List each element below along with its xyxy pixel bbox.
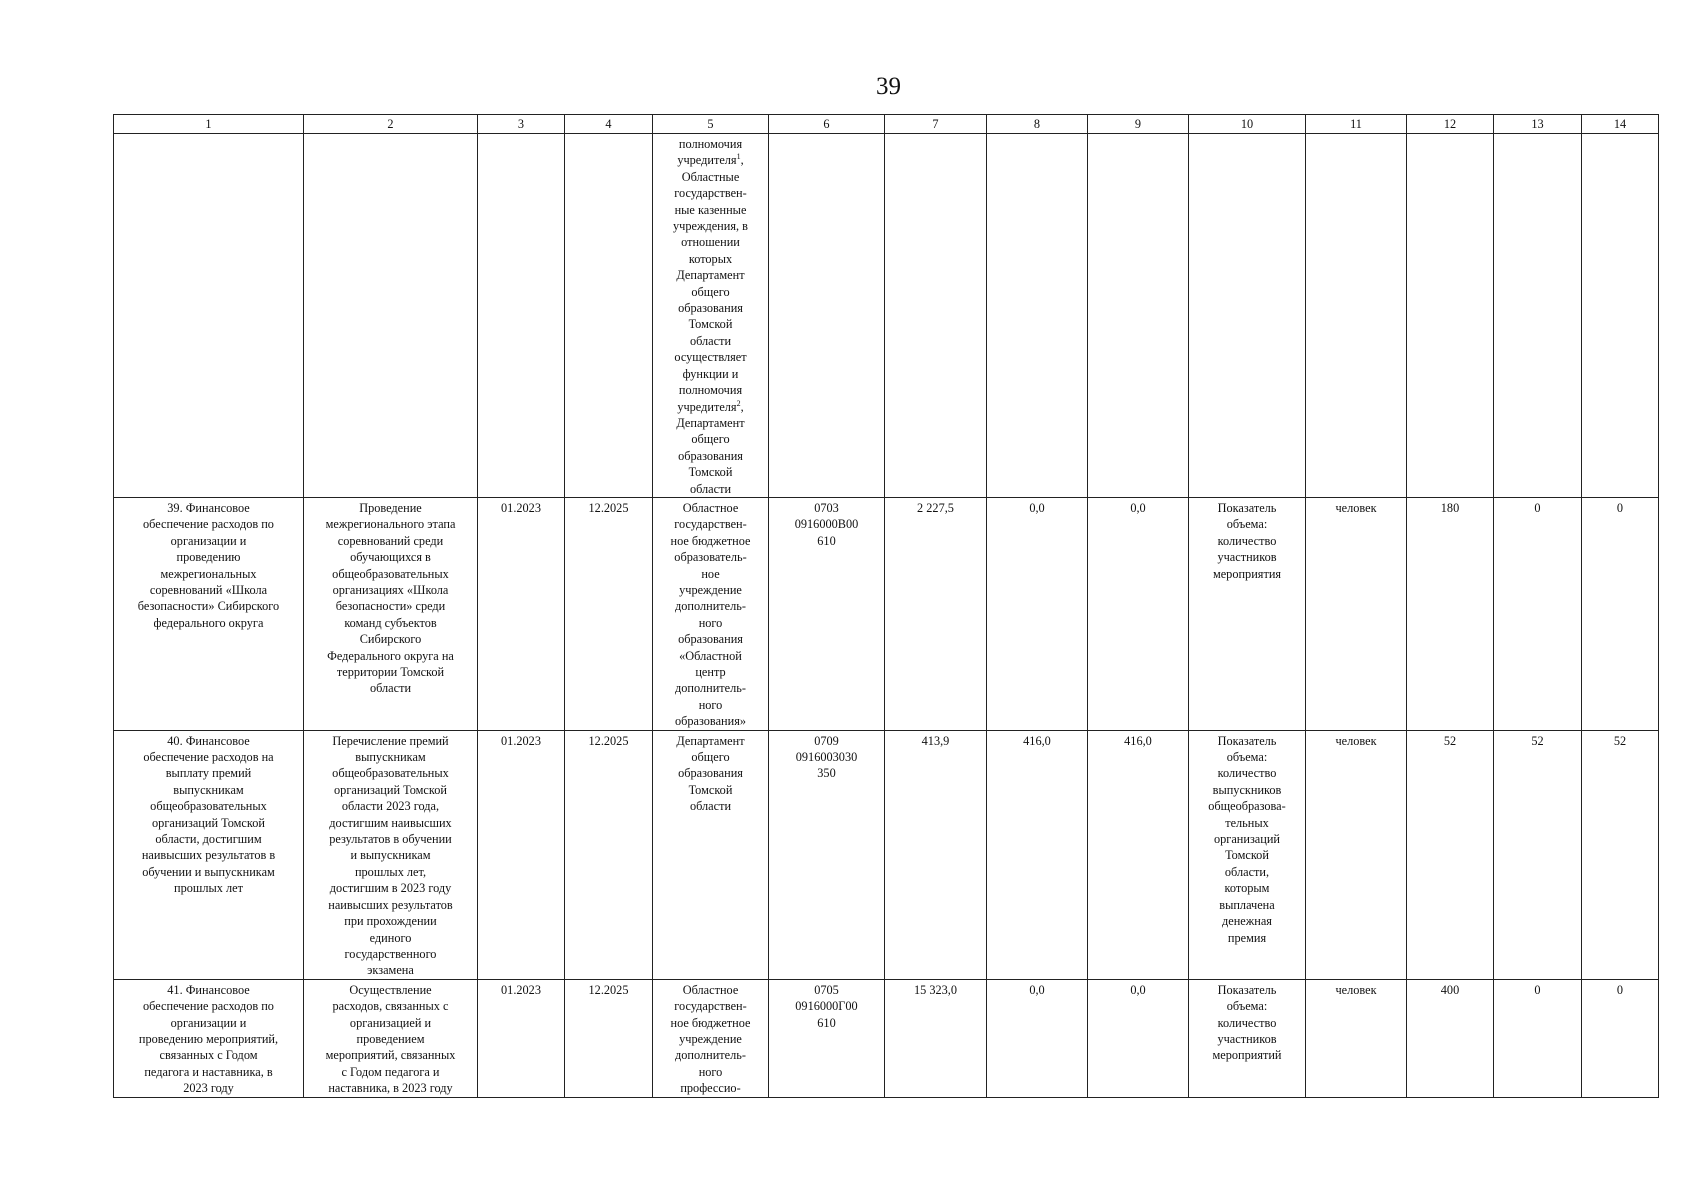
cell-line: общеобразовательных xyxy=(332,566,449,581)
cell-line: экзамена xyxy=(367,963,414,978)
cell-line: которым xyxy=(1224,881,1270,896)
indicator-cell xyxy=(1189,730,1306,979)
cell-line: межрегиональных xyxy=(160,566,257,581)
cell-line: профессио- xyxy=(680,1081,741,1096)
cell-line: Департамент xyxy=(676,733,745,748)
cell-line: премия xyxy=(1227,930,1267,945)
cell-line: Федерального округа на xyxy=(327,648,454,663)
cell-line: выплату премий xyxy=(165,766,252,781)
amount-cell: 0,0 xyxy=(1088,979,1189,1097)
value-cell: 52 xyxy=(1494,730,1582,979)
cell-line: Показатель xyxy=(1217,982,1277,997)
cell-line: связанных с Годом xyxy=(159,1048,258,1063)
measure-name-cell xyxy=(114,497,304,730)
cell-line: Областное xyxy=(682,982,739,997)
amount-cell: 416,0 xyxy=(1088,730,1189,979)
cell-line: области, xyxy=(1224,864,1270,879)
value-cell: 0 xyxy=(1582,979,1659,1097)
end-date-cell: 12.2025 xyxy=(565,497,653,730)
cell-line: количество xyxy=(1217,766,1277,781)
cell-line: проведению мероприятий, xyxy=(138,1031,279,1046)
cell-line: при прохождении xyxy=(344,914,437,929)
amount-cell: 0,0 xyxy=(987,497,1088,730)
cell-line: Сибирского xyxy=(359,632,422,647)
column-header: 10 xyxy=(1189,115,1306,134)
cell-line: образователь- xyxy=(674,550,747,565)
cell-line: обеспечение расходов по xyxy=(143,517,274,532)
cell-line: расходов, связанных с xyxy=(332,999,449,1014)
cell-line: территории Томской xyxy=(336,665,445,679)
budget-code-cell xyxy=(769,730,885,979)
amount-cell: 413,9 xyxy=(885,730,987,979)
executor-cell xyxy=(653,730,769,979)
cell-line: тельных xyxy=(1225,815,1269,830)
column-header: 5 xyxy=(653,115,769,134)
amount-cell: 2 227,5 xyxy=(885,497,987,730)
cell-line: соревнований «Школа xyxy=(149,582,268,597)
cell-line: Показатель xyxy=(1217,500,1277,515)
column-header: 9 xyxy=(1088,115,1189,134)
cell-line: организаций Томской xyxy=(334,782,447,797)
cell-line: области 2023 года, xyxy=(341,799,440,814)
unit-cell: человек xyxy=(1306,730,1407,979)
cell-line: ного xyxy=(698,697,723,712)
cell-line: проведению xyxy=(176,550,241,565)
cell-line: прошлых лет xyxy=(174,881,243,896)
cell-line: образования xyxy=(678,766,743,781)
end-date-cell: 12.2025 xyxy=(565,979,653,1097)
cell-line: объема: xyxy=(1226,750,1268,765)
indicator-cell xyxy=(1189,979,1306,1097)
column-header: 7 xyxy=(885,115,987,134)
cell-line: участников xyxy=(1217,1031,1277,1046)
cell-line: ное бюджетное xyxy=(670,533,751,548)
program-table xyxy=(113,114,1659,1098)
cell-line: дополнитель- xyxy=(675,1048,746,1063)
cell-line: результатов в обучении xyxy=(329,832,452,847)
cell-line: выплачена xyxy=(1219,897,1275,912)
cell-line: области, достигшим xyxy=(155,832,262,847)
cell-line: педагога и наставника, в xyxy=(144,1064,273,1079)
cell-line: единого xyxy=(369,930,412,945)
cell-line: соревнований среди xyxy=(337,533,444,548)
cell-line: ного xyxy=(698,615,723,630)
column-header: 13 xyxy=(1494,115,1582,134)
cell-line: наивысших результатов xyxy=(328,897,453,912)
cell-line: учреждение xyxy=(679,582,742,597)
cell-line: организаций Томской xyxy=(152,815,265,830)
cell-line: Томской xyxy=(688,782,733,797)
cell-line: мероприятий, связанных xyxy=(325,1048,456,1063)
measure-content-cell xyxy=(304,979,478,1097)
cell-line: 0916003030 xyxy=(795,750,858,765)
cell-line: общеобразовательных xyxy=(332,766,449,781)
cell-line: обучении и выпускникам xyxy=(142,864,275,879)
cell-line: ное бюджетное xyxy=(670,1015,751,1030)
cell-line: организации и xyxy=(170,1015,247,1030)
executor-cell xyxy=(653,497,769,730)
cell-line: центр xyxy=(695,665,726,679)
cell-line: межрегионального этапа xyxy=(325,517,456,532)
cell-line: общего xyxy=(691,750,730,765)
value-cell: 52 xyxy=(1582,730,1659,979)
cell-line: образования» xyxy=(674,714,746,729)
column-header: 14 xyxy=(1582,115,1659,134)
cell-line: 0705 xyxy=(814,982,839,997)
cell-line: безопасности» Сибирского xyxy=(137,599,280,614)
start-date-cell: 01.2023 xyxy=(478,497,565,730)
cell-line: организации и xyxy=(170,533,247,548)
cell-line: команд субъектов xyxy=(344,615,437,630)
cell-line: 350 xyxy=(817,766,836,781)
cell-line: 0709 xyxy=(814,733,839,748)
value-cell: 400 xyxy=(1407,979,1494,1097)
cell-line: с Годом педагога и xyxy=(341,1064,440,1079)
start-date-cell: 01.2023 xyxy=(478,979,565,1097)
cell-line: федерального округа xyxy=(153,615,264,630)
cell-line: 610 xyxy=(817,533,836,548)
budget-code-cell xyxy=(769,497,885,730)
executor-cell: полномочия учредителя$^1$, Областные государствен- ные казенные учреждения, в отношении которых Департамент общего образования Томской области осуществляет функции и полномочия учредителя$^2$, Департамент общего образования Томской области xyxy=(653,134,769,498)
cell-line: объема: xyxy=(1226,999,1268,1014)
cell-line: образования xyxy=(678,632,743,647)
cell-line: государствен- xyxy=(674,999,747,1014)
column-header: 4 xyxy=(565,115,653,134)
cell-line: объема: xyxy=(1226,517,1268,532)
column-number-row xyxy=(114,115,1659,134)
value-cell: 52 xyxy=(1407,730,1494,979)
column-header: 8 xyxy=(987,115,1088,134)
start-date-cell: 01.2023 xyxy=(478,730,565,979)
cell-line: обеспечение расходов по xyxy=(143,999,274,1014)
cell-line: общеобразовательных xyxy=(150,799,267,814)
cell-line: участников xyxy=(1217,550,1277,565)
value-cell: 0 xyxy=(1494,497,1582,730)
cell-line: 41. Финансовое xyxy=(167,982,250,997)
cell-line: выпускников xyxy=(1212,782,1282,797)
cell-line: количество xyxy=(1217,1015,1277,1030)
cell-line: 0916000Г00 xyxy=(795,999,858,1014)
cell-line: организаций xyxy=(1213,832,1281,847)
cell-line: общеобразова- xyxy=(1208,799,1286,814)
table-row xyxy=(114,730,1659,979)
cell-line: государственного xyxy=(344,946,437,961)
cell-line: достигшим наивысших xyxy=(329,815,452,830)
column-header: 1 xyxy=(114,115,304,134)
cell-line: достигшим в 2023 году xyxy=(329,881,452,896)
cell-line: выпускникам xyxy=(355,750,426,765)
cell-line: денежная xyxy=(1222,914,1272,929)
measure-content-cell xyxy=(304,730,478,979)
amount-cell: 0,0 xyxy=(1088,497,1189,730)
column-header: 12 xyxy=(1407,115,1494,134)
cell-line: обеспечение расходов на xyxy=(143,750,274,765)
cell-line: 40. Финансовое xyxy=(167,733,250,748)
column-header: 2 xyxy=(304,115,478,134)
cell-line: ное xyxy=(701,566,720,581)
column-header: 11 xyxy=(1306,115,1407,134)
cell-line: выпускникам xyxy=(173,782,244,797)
budget-code-cell xyxy=(769,979,885,1097)
cell-line: государствен- xyxy=(674,517,747,532)
cell-line: мероприятия xyxy=(1212,566,1282,581)
value-cell: 0 xyxy=(1582,497,1659,730)
cell-line: Томской xyxy=(1225,848,1269,863)
table-row xyxy=(114,979,1659,1097)
cell-line: Проведение xyxy=(359,500,422,515)
measure-content-cell xyxy=(304,497,478,730)
amount-cell: 416,0 xyxy=(987,730,1088,979)
amount-cell: 15 323,0 xyxy=(885,979,987,1097)
cell-line: Областное xyxy=(682,500,739,515)
cell-line: «Областной xyxy=(679,648,742,663)
cell-line: 39. Финансовое xyxy=(167,500,250,515)
cell-line: организацией и xyxy=(349,1015,432,1030)
cell-line: ного xyxy=(698,1064,723,1079)
executor-cell xyxy=(653,979,769,1097)
cell-line: наставника, в 2023 году xyxy=(328,1081,453,1096)
column-header: 6 xyxy=(769,115,885,134)
cell-line: количество xyxy=(1217,533,1277,548)
end-date-cell: 12.2025 xyxy=(565,730,653,979)
cell-line: проведением xyxy=(356,1031,425,1046)
unit-cell: человек xyxy=(1306,979,1407,1097)
amount-cell: 0,0 xyxy=(987,979,1088,1097)
cell-line: дополнитель- xyxy=(675,681,746,696)
measure-name-cell xyxy=(114,730,304,979)
measure-name-cell xyxy=(114,979,304,1097)
cell-line: учреждение xyxy=(679,1031,742,1046)
cell-line: 0916000В00 xyxy=(794,517,859,532)
table-row xyxy=(114,497,1659,730)
cell-line: безопасности» среди xyxy=(335,599,446,614)
cell-line: области xyxy=(689,799,732,814)
cell-line: обучающихся в xyxy=(350,550,431,565)
table-row-continuation xyxy=(114,134,1659,498)
cell-line: Показатель xyxy=(1217,733,1277,748)
page-number: 39 xyxy=(876,73,901,100)
cell-line: 2023 году xyxy=(183,1081,234,1096)
cell-line: 610 xyxy=(817,1015,836,1030)
value-cell: 0 xyxy=(1494,979,1582,1097)
cell-line: и выпускникам xyxy=(350,848,431,863)
indicator-cell xyxy=(1189,497,1306,730)
value-cell: 180 xyxy=(1407,497,1494,730)
cell-line: дополнитель- xyxy=(675,599,746,614)
cell-line: прошлых лет, xyxy=(354,864,427,879)
cell-line: 0703 xyxy=(814,500,839,515)
cell-line: организациях «Школа xyxy=(332,582,449,597)
cell-line: Перечисление премий xyxy=(332,733,449,748)
unit-cell: человек xyxy=(1306,497,1407,730)
cell-line: области xyxy=(369,681,412,696)
cell-line: Осуществление xyxy=(349,982,432,997)
cell-line: наивысших результатов в xyxy=(141,848,276,863)
column-header: 3 xyxy=(478,115,565,134)
cell-line: мероприятий xyxy=(1212,1048,1282,1063)
